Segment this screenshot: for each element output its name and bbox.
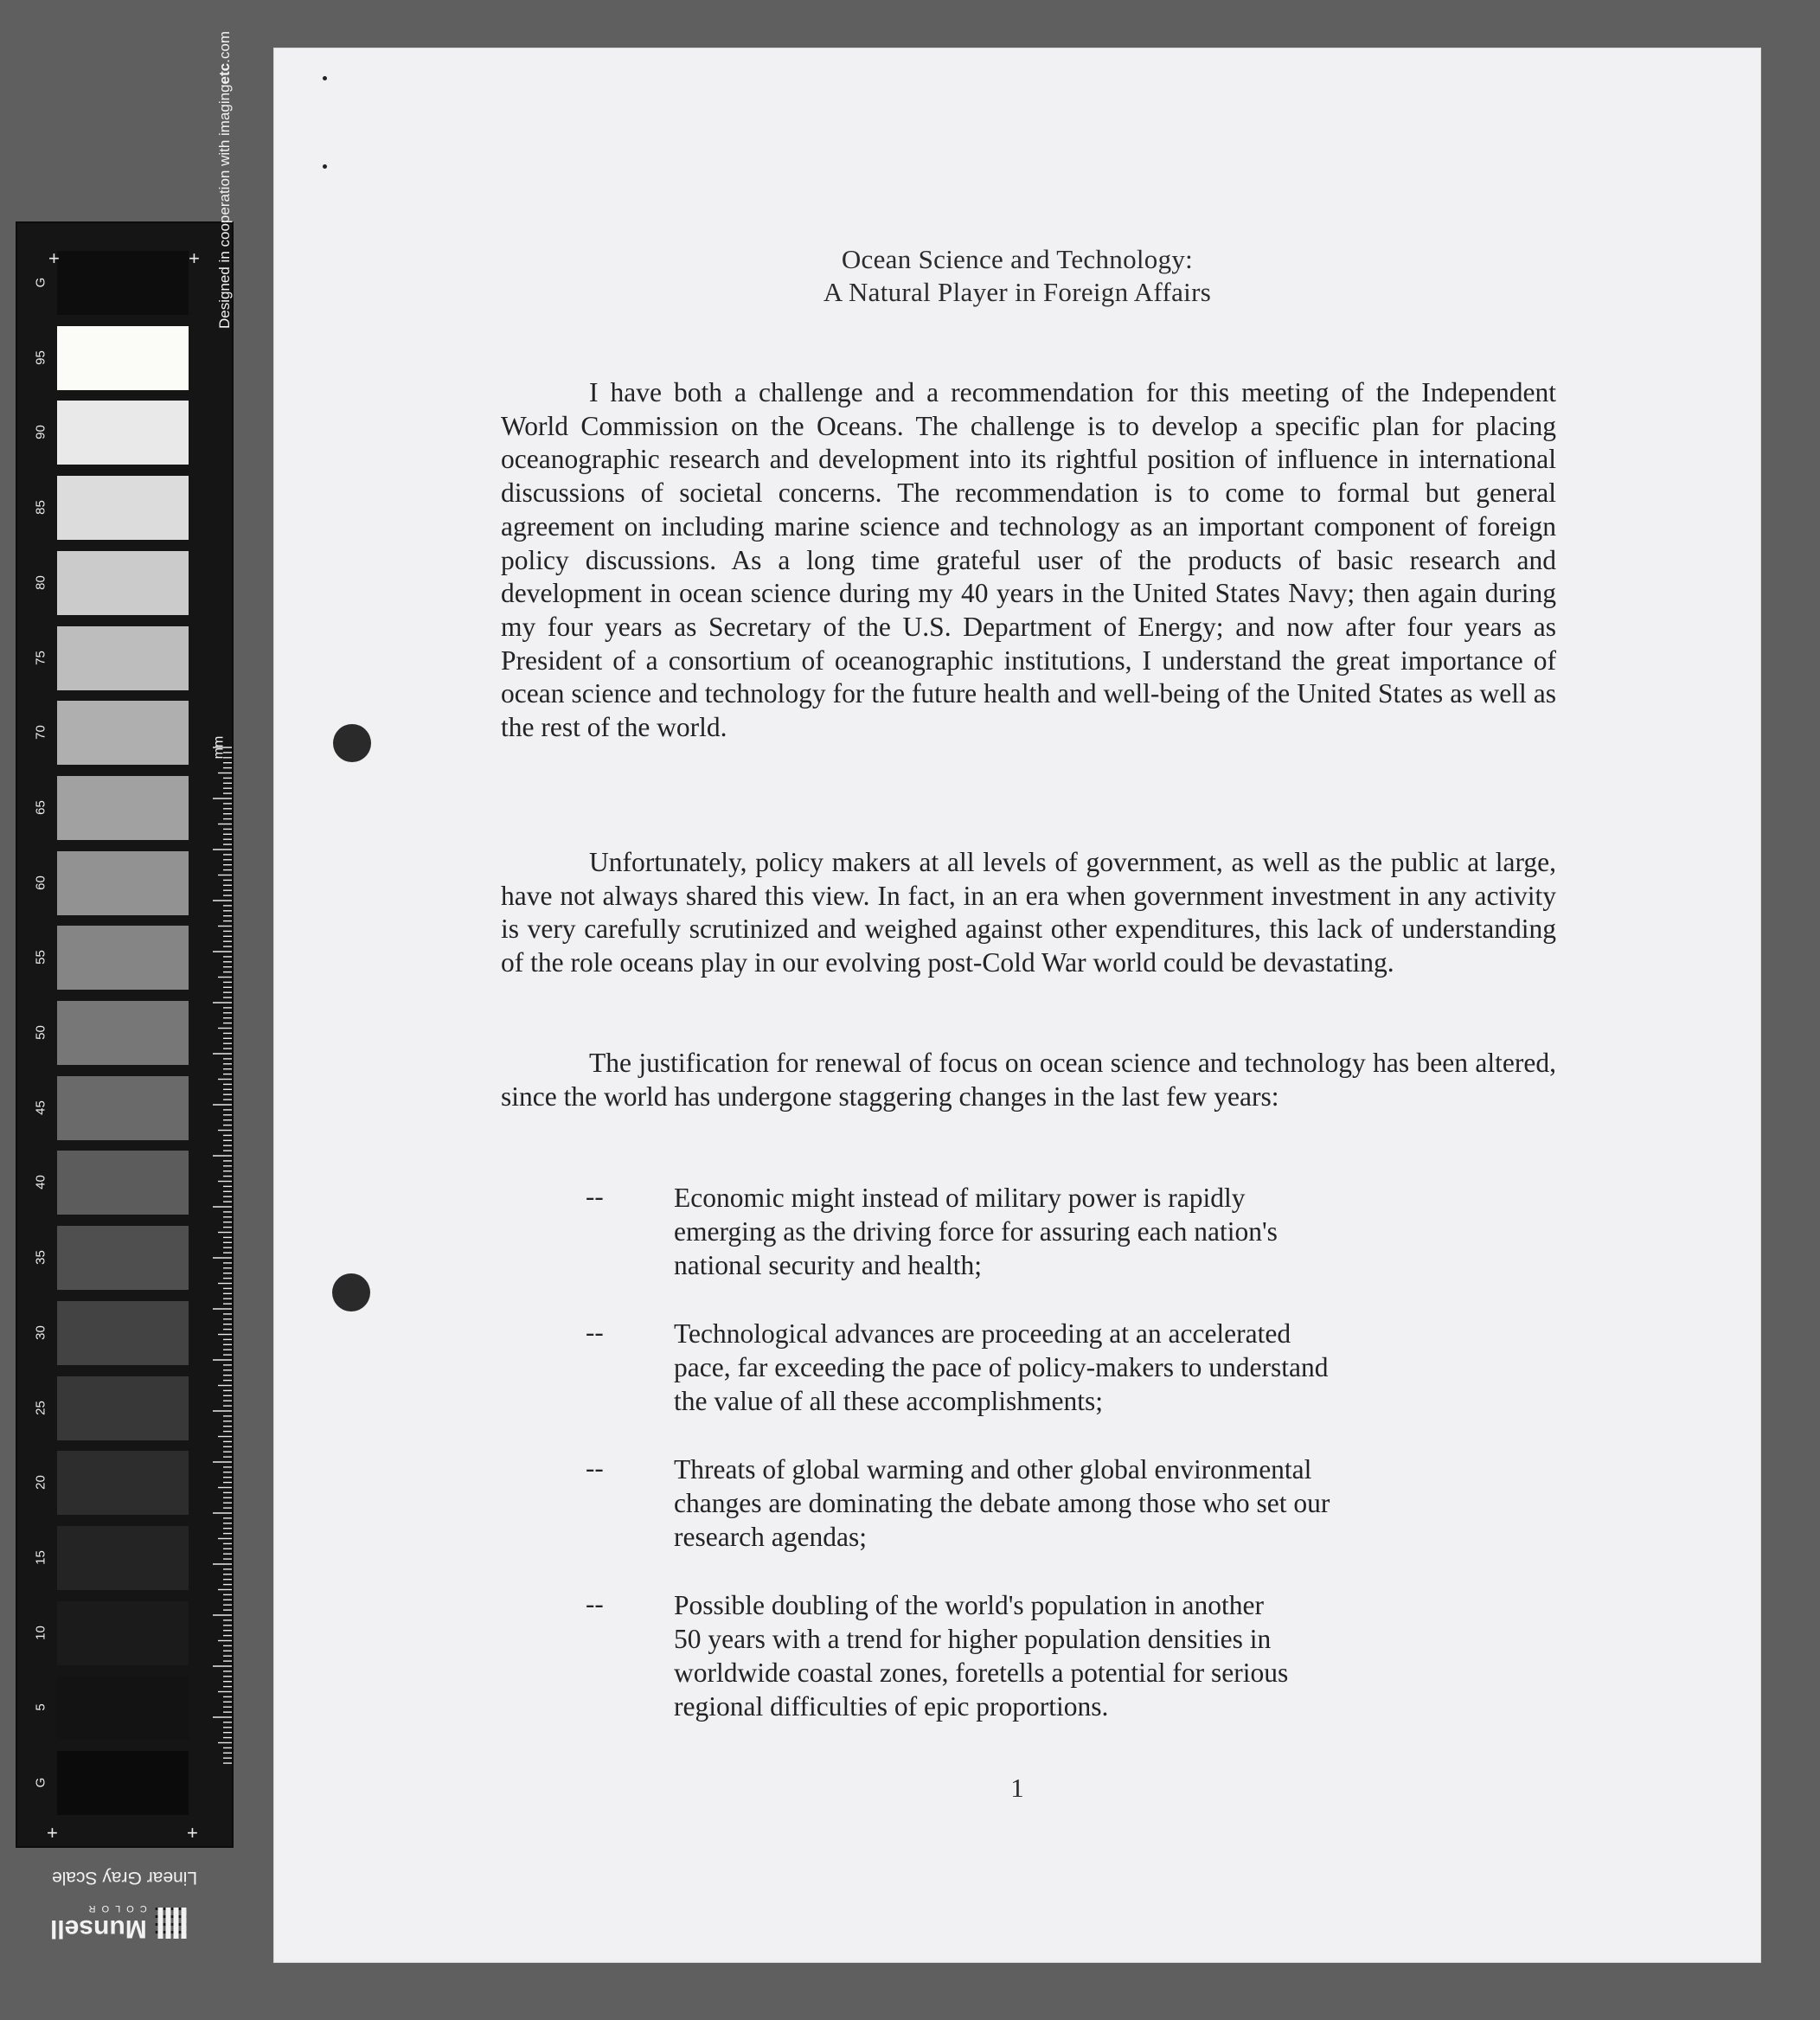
gray-patch bbox=[57, 1376, 189, 1440]
document-page bbox=[274, 48, 1760, 1962]
patch-label: 25 bbox=[33, 1400, 48, 1415]
gray-patch bbox=[57, 1001, 189, 1065]
brand-sub: COLOR bbox=[82, 1903, 147, 1914]
gray-patch bbox=[57, 1601, 189, 1665]
gray-patch bbox=[57, 851, 189, 915]
plus-mark: + bbox=[48, 247, 60, 269]
bullet-marker: -- bbox=[586, 1181, 604, 1211]
page-number: 1 bbox=[1010, 1773, 1024, 1803]
patch-label: 30 bbox=[33, 1324, 48, 1340]
document-subtitle: A Natural Player in Foreign Affairs bbox=[823, 277, 1212, 307]
patch-label: 70 bbox=[33, 725, 48, 741]
patch-label: 60 bbox=[33, 875, 48, 890]
bullet-marker: -- bbox=[586, 1317, 604, 1347]
patch-label: 65 bbox=[33, 800, 48, 815]
speck bbox=[323, 164, 327, 169]
gray-patch bbox=[57, 1676, 189, 1740]
gray-scale-target bbox=[16, 221, 234, 1848]
patch-label: 50 bbox=[33, 1025, 48, 1040]
gray-patch bbox=[57, 326, 189, 390]
scale-title: Linear Gray Scale bbox=[52, 1868, 198, 1888]
patch-label: G bbox=[33, 1777, 48, 1788]
list-item: Technological advances are proceeding at an accelerated pace, far exceeding the pace of policy-makers to understand the value of all these accomplishments; bbox=[674, 1318, 1329, 1416]
gray-patch bbox=[57, 926, 189, 990]
gray-patch bbox=[57, 1451, 189, 1515]
gray-patch bbox=[57, 626, 189, 690]
plus-mark: + bbox=[47, 1822, 58, 1844]
gray-patch bbox=[57, 401, 189, 465]
gray-patch bbox=[57, 551, 189, 615]
brand-name: Munsell bbox=[50, 1914, 147, 1943]
gray-patch bbox=[57, 1301, 189, 1365]
patch-label: 40 bbox=[33, 1175, 48, 1190]
patch-label: 35 bbox=[33, 1250, 48, 1265]
patch-label: 95 bbox=[33, 349, 48, 365]
plus-mark: + bbox=[187, 1822, 198, 1844]
plus-mark: + bbox=[189, 247, 200, 269]
punch-hole bbox=[332, 1273, 370, 1311]
paragraph: Unfortunately, policy makers at all levels of government, as well as the public at large, have not always shared this view. In fact, in an era when government investment in any activity is very carefully scrutinized and weighed against other expenditures, this lack of understanding of the role oceans play in our evolving post-Cold War world could be devastating. bbox=[501, 847, 1556, 978]
patch-label: 45 bbox=[33, 1100, 48, 1115]
gray-patch bbox=[57, 1751, 189, 1815]
patch-label: 75 bbox=[33, 650, 48, 665]
munsell-brand bbox=[50, 1903, 187, 1943]
patch-label: 5 bbox=[33, 1703, 48, 1711]
gray-patch bbox=[57, 1526, 189, 1590]
patch-label: 15 bbox=[33, 1550, 48, 1565]
gray-patch bbox=[57, 776, 189, 840]
munsell-logo-icon bbox=[156, 1908, 187, 1939]
bullet-marker: -- bbox=[586, 1452, 604, 1483]
list-item: Economic might instead of military power is rapidly emerging as the driving force for assuring each nation's national security and health; bbox=[674, 1183, 1278, 1280]
list-item: Threats of global warming and other global environmental changes are dominating the debate among those who set our research agendas; bbox=[674, 1454, 1330, 1552]
patch-label: G bbox=[33, 277, 48, 288]
patch-label: 20 bbox=[33, 1475, 48, 1491]
speck bbox=[323, 76, 327, 80]
mm-label: mm bbox=[211, 735, 227, 760]
gray-patch bbox=[57, 1151, 189, 1215]
paragraph: I have both a challenge and a recommendation for this meeting of the Independent World Commission on the Oceans. The challenge is to develop a specific plan for placing oceanographic research and development into its rightful position of influence in international discussions of societal concerns. The recommendation is to come to formal but general agreement on including marine science and technology as an important component of foreign policy discussions. As a long time grateful user of the products of basic research and development in ocean science during my 40 years in the United States Navy; then again during my four years as Secretary of the U.S. Department of Energy; and now after four years as President of a consortium of oceanographic institutions, I understand the great importance of ocean science and technology for the future health and well-being of the United States as well as the rest of the world. bbox=[501, 377, 1556, 743]
patch-label: 80 bbox=[33, 574, 48, 590]
gray-patch bbox=[57, 251, 189, 315]
gray-patch bbox=[57, 701, 189, 765]
patch-label: 55 bbox=[33, 950, 48, 965]
patch-label: 85 bbox=[33, 500, 48, 515]
punch-hole bbox=[333, 724, 371, 762]
patch-label: 10 bbox=[33, 1625, 48, 1640]
list-item: Possible doubling of the world's population in another 50 years with a trend for higher population densities in worldwide coastal zones, foretells a potential for serious regional difficulties of epic proportions. bbox=[674, 1590, 1289, 1722]
bullet-marker: -- bbox=[586, 1588, 604, 1619]
patch-label: 90 bbox=[33, 425, 48, 440]
paragraph: The justification for renewal of focus on ocean science and technology has been altered, since the world has undergone staggering changes in the last few years: bbox=[501, 1048, 1556, 1112]
gray-patch bbox=[57, 476, 189, 540]
gray-patch bbox=[57, 1226, 189, 1290]
mm-ruler bbox=[211, 746, 232, 1775]
document-title: Ocean Science and Technology: bbox=[841, 244, 1194, 274]
gray-patch bbox=[57, 1076, 189, 1140]
